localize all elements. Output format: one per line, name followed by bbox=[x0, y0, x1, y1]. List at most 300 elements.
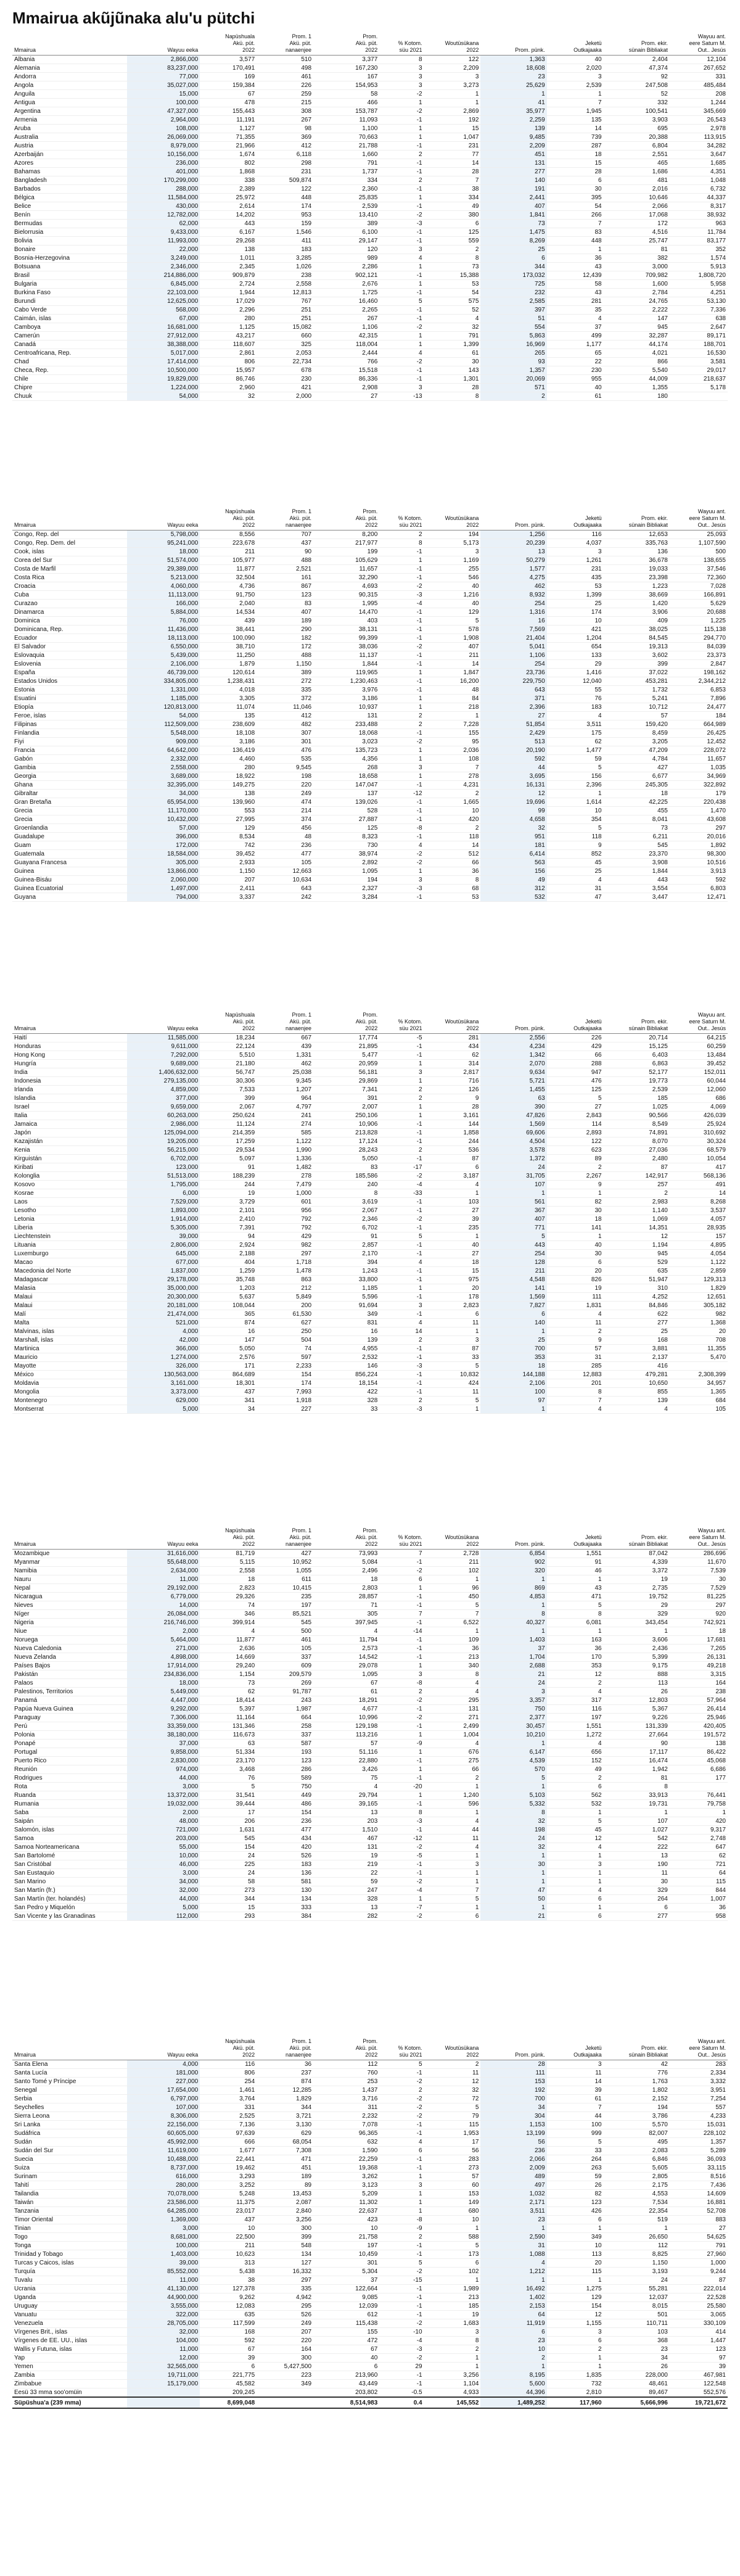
value-cell: 209,579 bbox=[257, 1670, 313, 1679]
value-cell: 6,854 bbox=[480, 1550, 546, 1558]
value-cell: 955 bbox=[547, 375, 604, 384]
value-cell: 27,995 bbox=[200, 815, 257, 824]
table-row bbox=[12, 2259, 728, 2268]
value-cell: 23,373 bbox=[670, 651, 728, 660]
value-cell: 113 bbox=[547, 2250, 604, 2259]
value-cell: 217,977 bbox=[313, 539, 379, 548]
value-cell: 1 bbox=[424, 1809, 481, 1817]
table-row bbox=[12, 2224, 728, 2233]
value-cell: 399 bbox=[200, 1094, 257, 1103]
value-cell: 21 bbox=[480, 1670, 546, 1679]
value-cell: 6 bbox=[480, 1310, 546, 1319]
value-cell: 3 bbox=[379, 764, 424, 772]
value-cell: 4,251 bbox=[670, 289, 728, 297]
value-cell: 3,023 bbox=[313, 738, 379, 746]
value-cell: 4,021 bbox=[604, 349, 670, 358]
value-cell: 1,106 bbox=[313, 323, 379, 332]
value-cell: 472 bbox=[313, 2337, 379, 2345]
value-cell: -3 bbox=[379, 1405, 424, 1414]
value-cell: 22,103,000 bbox=[127, 289, 200, 297]
value-cell: 40 bbox=[424, 582, 481, 591]
country-cell: Togo bbox=[12, 2233, 127, 2242]
value-cell: 2,634,000 bbox=[127, 1567, 200, 1575]
value-cell: 500 bbox=[257, 1627, 313, 1636]
table-row bbox=[12, 1112, 728, 1120]
value-cell: 280 bbox=[200, 764, 257, 772]
value-cell: 7 bbox=[547, 99, 604, 107]
value-cell: -1 bbox=[379, 1645, 424, 1653]
value-cell: 12,060 bbox=[670, 1086, 728, 1094]
value-cell: 588 bbox=[424, 2233, 481, 2242]
value-cell: 10,646 bbox=[604, 194, 670, 202]
value-cell: 167,230 bbox=[313, 64, 379, 73]
value-cell: 8,041 bbox=[604, 815, 670, 824]
value-cell: 1,106 bbox=[480, 651, 546, 660]
value-cell: 766 bbox=[313, 358, 379, 366]
value-cell: 11,355 bbox=[670, 1345, 728, 1353]
value-cell: 4,516 bbox=[604, 228, 670, 237]
value-cell: 5,097 bbox=[200, 1155, 257, 1163]
value-cell: 5,439,000 bbox=[127, 651, 200, 660]
value-cell: 495 bbox=[604, 2138, 670, 2147]
value-cell: 113,216 bbox=[313, 1731, 379, 1740]
value-cell: 9,292,000 bbox=[127, 1705, 200, 1714]
value-cell: 10,054 bbox=[670, 1155, 728, 1163]
value-cell: 14,609 bbox=[670, 2190, 728, 2198]
value-cell: 700 bbox=[480, 1345, 546, 1353]
value-cell: 72 bbox=[424, 2095, 481, 2103]
table-row bbox=[12, 1319, 728, 1327]
value-cell: 1,369,000 bbox=[127, 2216, 200, 2224]
value-cell: 1,203 bbox=[200, 1284, 257, 1293]
value-cell: 47 bbox=[480, 1886, 546, 1895]
value-cell: 19,711,000 bbox=[127, 2371, 200, 2380]
value-cell: 806 bbox=[200, 2069, 257, 2078]
value-cell: 214,359 bbox=[200, 1129, 257, 1137]
value-cell: 1 bbox=[379, 1584, 424, 1593]
table-row bbox=[12, 254, 728, 263]
country-cell: Moldavia bbox=[12, 1379, 127, 1388]
value-cell: 6,853 bbox=[670, 686, 728, 695]
value-cell: 104,000 bbox=[127, 2337, 200, 2345]
value-cell: 130,563,000 bbox=[127, 1371, 200, 1379]
value-cell: 58 bbox=[547, 280, 604, 289]
value-cell: 226 bbox=[547, 1034, 604, 1042]
value-cell: 0.4 bbox=[379, 2397, 424, 2408]
table-row bbox=[12, 1155, 728, 1163]
country-cell: Nicaragua bbox=[12, 1593, 127, 1601]
value-cell: 568,136 bbox=[670, 1172, 728, 1181]
value-cell: 5,213,000 bbox=[127, 574, 200, 582]
value-cell: 721,000 bbox=[127, 1826, 200, 1835]
value-cell: 1,402 bbox=[480, 2293, 546, 2302]
value-cell: 12,653 bbox=[604, 530, 670, 539]
value-cell: 13 bbox=[480, 548, 546, 556]
value-cell: 220 bbox=[257, 781, 313, 790]
value-cell: 31,705 bbox=[480, 1172, 546, 1181]
value-cell: 12 bbox=[424, 2078, 481, 2086]
value-cell: 34,282 bbox=[670, 142, 728, 151]
value-cell: 589 bbox=[257, 1774, 313, 1783]
value-cell: 67 bbox=[200, 90, 257, 99]
value-cell: 10 bbox=[313, 2224, 379, 2233]
value-cell: 794,000 bbox=[127, 893, 200, 902]
value-cell: 443 bbox=[604, 876, 670, 885]
value-cell: 6,000 bbox=[127, 1189, 200, 1198]
value-cell: 13,453 bbox=[257, 2190, 313, 2198]
value-cell: 62 bbox=[200, 1688, 257, 1696]
value-cell: 137 bbox=[313, 790, 379, 798]
value-cell: 27 bbox=[480, 712, 546, 720]
country-cell: Curazao bbox=[12, 600, 127, 608]
value-cell: 118 bbox=[424, 833, 481, 841]
value-cell: 42,315 bbox=[313, 332, 379, 341]
value-cell: 7 bbox=[547, 220, 604, 228]
value-cell: 21 bbox=[480, 1912, 546, 1921]
value-cell: -12 bbox=[379, 790, 424, 798]
value-cell: 5,629 bbox=[670, 600, 728, 608]
value-cell: 271,000 bbox=[127, 1645, 200, 1653]
value-cell: 2,429 bbox=[480, 729, 546, 738]
table-row bbox=[12, 893, 728, 902]
value-cell: 1,185 bbox=[313, 1284, 379, 1293]
value-cell: -1 bbox=[379, 893, 424, 902]
value-cell: 3,065 bbox=[670, 2311, 728, 2319]
value-cell: 297 bbox=[257, 2276, 313, 2285]
value-cell: 8 bbox=[547, 1610, 604, 1619]
country-cell: Haití bbox=[12, 1034, 127, 1042]
value-cell: 12,803 bbox=[604, 1696, 670, 1705]
value-cell: 154 bbox=[547, 2302, 604, 2311]
value-cell: 951 bbox=[480, 833, 546, 841]
country-cell: Lesotho bbox=[12, 1207, 127, 1215]
value-cell: 8,556 bbox=[200, 530, 257, 539]
value-cell: 1,368 bbox=[670, 1319, 728, 1327]
value-cell: 1 bbox=[480, 1783, 546, 1791]
value-cell: 277 bbox=[604, 1319, 670, 1327]
value-cell: 19,829,000 bbox=[127, 375, 200, 384]
value-cell: 3,511 bbox=[547, 720, 604, 729]
value-cell: 888 bbox=[604, 1670, 670, 1679]
table-row bbox=[12, 815, 728, 824]
value-cell: 365 bbox=[200, 1310, 257, 1319]
value-cell: 1 bbox=[480, 2363, 546, 2371]
value-cell: 343,454 bbox=[604, 1619, 670, 1627]
value-cell: 19,462 bbox=[200, 2164, 257, 2173]
value-cell: 1,510 bbox=[313, 1826, 379, 1835]
value-cell: 4 bbox=[379, 2138, 424, 2147]
value-cell: 57 bbox=[313, 1740, 379, 1748]
value-cell: 227,000 bbox=[127, 2078, 200, 2086]
value-cell: 22 bbox=[313, 1869, 379, 1878]
value-cell: 2,009 bbox=[480, 2164, 546, 2173]
value-cell: 1 bbox=[379, 2190, 424, 2198]
value-cell: 32 bbox=[424, 2086, 481, 2095]
value-cell: 290 bbox=[257, 625, 313, 634]
value-cell: 91,694 bbox=[313, 1302, 379, 1310]
value-cell: -1 bbox=[379, 2155, 424, 2164]
data-table bbox=[12, 2038, 728, 2409]
value-cell: 1 bbox=[480, 1327, 546, 1336]
value-cell: 5 bbox=[547, 1601, 604, 1610]
value-cell: 32,395,000 bbox=[127, 781, 200, 790]
value-cell: 272 bbox=[257, 677, 313, 686]
value-cell: 3 bbox=[379, 246, 424, 254]
value-cell: 3 bbox=[547, 1860, 604, 1869]
value-cell: 11,250 bbox=[200, 651, 257, 660]
value-cell: 1,244 bbox=[670, 99, 728, 107]
table-row bbox=[12, 738, 728, 746]
value-cell: 281 bbox=[424, 1034, 481, 1042]
value-cell: 70,663 bbox=[313, 133, 379, 142]
value-cell: -2 bbox=[379, 2319, 424, 2328]
value-cell: 54,000 bbox=[127, 392, 200, 401]
value-cell: 15,000 bbox=[127, 90, 200, 99]
country-cell: Tailandia bbox=[12, 2190, 127, 2198]
table-row bbox=[12, 1662, 728, 1670]
value-cell: 244 bbox=[200, 1181, 257, 1189]
value-cell: 2,735 bbox=[604, 1584, 670, 1593]
value-cell: 2 bbox=[547, 1774, 604, 1783]
country-cell: Croacia bbox=[12, 582, 127, 591]
value-cell: -2 bbox=[379, 1567, 424, 1575]
value-cell: 1 bbox=[424, 2276, 481, 2285]
value-cell: 866 bbox=[604, 358, 670, 366]
value-cell: 35,000,000 bbox=[127, 1284, 200, 1293]
value-cell: 1,011 bbox=[200, 254, 257, 263]
value-cell: 8,323 bbox=[313, 833, 379, 841]
value-cell: 89,171 bbox=[670, 332, 728, 341]
column-header: Prom. ekir. sünain Bibliakat bbox=[604, 1012, 670, 1034]
value-cell: 4 bbox=[424, 1679, 481, 1688]
table-row bbox=[12, 366, 728, 375]
value-cell: 1,336 bbox=[257, 1155, 313, 1163]
table-row bbox=[12, 2112, 728, 2121]
value-cell: 1,475 bbox=[480, 228, 546, 237]
value-cell: 146 bbox=[313, 1362, 379, 1371]
value-cell: 39,000 bbox=[127, 2259, 200, 2268]
country-cell: Níger bbox=[12, 1610, 127, 1619]
value-cell: 1 bbox=[379, 1765, 424, 1774]
country-cell: Bolivia bbox=[12, 237, 127, 246]
value-cell: 11,000 bbox=[127, 1575, 200, 1584]
value-cell: 578 bbox=[424, 625, 481, 634]
value-cell: 377,000 bbox=[127, 1094, 200, 1103]
value-cell: -1 bbox=[379, 1241, 424, 1250]
table-row bbox=[12, 617, 728, 625]
table-row bbox=[12, 1302, 728, 1310]
country-cell: Chad bbox=[12, 358, 127, 366]
value-cell: 29,147 bbox=[313, 237, 379, 246]
value-cell: 1,477 bbox=[547, 746, 604, 755]
value-cell: 11,657 bbox=[313, 565, 379, 574]
table-row bbox=[12, 1310, 728, 1319]
value-cell: 1 bbox=[547, 1627, 604, 1636]
value-cell: 5,600 bbox=[480, 2380, 546, 2388]
value-cell: 62 bbox=[670, 1852, 728, 1860]
value-cell: 125 bbox=[547, 1086, 604, 1094]
table-row bbox=[12, 651, 728, 660]
country-cell: Santa Lucía bbox=[12, 2069, 127, 2078]
value-cell: 6 bbox=[547, 1912, 604, 1921]
country-cell: Namibia bbox=[12, 1567, 127, 1575]
value-cell: 144 bbox=[424, 1120, 481, 1129]
value-cell: 255 bbox=[424, 565, 481, 574]
value-cell: 105,977 bbox=[200, 556, 257, 565]
table-row bbox=[12, 1567, 728, 1575]
value-cell: 1,704 bbox=[480, 1653, 546, 1662]
value-cell: 488 bbox=[257, 651, 313, 660]
country-cell: San Bartolomé bbox=[12, 1852, 127, 1860]
table-row bbox=[12, 1636, 728, 1645]
value-cell: 44 bbox=[424, 1826, 481, 1835]
value-cell: 5 bbox=[547, 824, 604, 833]
value-cell: 73 bbox=[604, 824, 670, 833]
value-cell: 920 bbox=[670, 1610, 728, 1619]
value-cell: 47,209 bbox=[604, 746, 670, 755]
value-cell: 14 bbox=[424, 841, 481, 850]
value-cell: 8 bbox=[480, 1610, 546, 1619]
value-cell: 51,513,000 bbox=[127, 1172, 200, 1181]
value-cell: 30,457 bbox=[480, 1722, 546, 1731]
country-cell: Burundi bbox=[12, 297, 127, 306]
value-cell: 13,484 bbox=[670, 1051, 728, 1060]
value-cell: 2,441 bbox=[480, 194, 546, 202]
value-cell: 223,678 bbox=[200, 539, 257, 548]
value-cell: 28 bbox=[424, 1103, 481, 1112]
value-cell: 16 bbox=[480, 617, 546, 625]
value-cell: 368 bbox=[604, 2337, 670, 2345]
value-cell: -1 bbox=[379, 651, 424, 660]
value-cell: 1 bbox=[547, 1575, 604, 1584]
value-cell: 21,895 bbox=[313, 1042, 379, 1051]
value-cell: 86,746 bbox=[200, 375, 257, 384]
value-cell: 2 bbox=[424, 1774, 481, 1783]
value-cell: 596 bbox=[424, 1800, 481, 1809]
value-cell: -1 bbox=[379, 1198, 424, 1207]
value-cell: 213,828 bbox=[313, 1129, 379, 1137]
table-row bbox=[12, 2121, 728, 2129]
country-cell: Wallis y Futuna, islas bbox=[12, 2345, 127, 2354]
value-cell: 407 bbox=[480, 1215, 546, 1224]
table-row bbox=[12, 2363, 728, 2371]
country-cell: Nueva Caledonia bbox=[12, 1645, 127, 1653]
value-cell: 439 bbox=[200, 617, 257, 625]
country-cell: Kirguistán bbox=[12, 1155, 127, 1163]
value-cell: 964 bbox=[257, 1094, 313, 1103]
value-cell: -3 bbox=[379, 1362, 424, 1371]
value-cell: 109 bbox=[424, 1636, 481, 1645]
value-cell: 34 bbox=[604, 2354, 670, 2363]
value-cell: 5,084 bbox=[313, 1558, 379, 1567]
value-cell: 5,798,000 bbox=[127, 530, 200, 539]
value-cell: 2,344,212 bbox=[670, 677, 728, 686]
column-header: Woutüsükana 2022 bbox=[424, 2038, 481, 2060]
value-cell: 340 bbox=[424, 1662, 481, 1670]
value-cell: 16,492 bbox=[480, 2285, 546, 2293]
value-cell: 333 bbox=[257, 1904, 313, 1912]
value-cell: 10,488,000 bbox=[127, 2155, 200, 2164]
value-cell: 3,721 bbox=[257, 2112, 313, 2121]
value-cell: 53 bbox=[547, 582, 604, 591]
value-cell: 958 bbox=[670, 1912, 728, 1921]
value-cell: 30 bbox=[480, 1860, 546, 1869]
country-cell: Italia bbox=[12, 1112, 127, 1120]
value-cell: 89,467 bbox=[604, 2388, 670, 2398]
column-header: Woutüsükana 2022 bbox=[424, 1012, 481, 1034]
column-header: Prom. 1 Akü. püt. nanaenjee bbox=[257, 1527, 313, 1550]
value-cell: 228,000 bbox=[604, 2371, 670, 2380]
country-cell: Timor Oriental bbox=[12, 2216, 127, 2224]
value-cell: 11,074 bbox=[200, 703, 257, 712]
value-cell: 21,404 bbox=[480, 634, 546, 643]
value-cell: 36 bbox=[424, 1645, 481, 1653]
value-cell: 335 bbox=[257, 2285, 313, 2293]
value-cell: 1,224,000 bbox=[127, 384, 200, 392]
value-cell: 7,569 bbox=[480, 625, 546, 634]
value-cell: 3,511 bbox=[480, 2207, 546, 2216]
value-cell: 100,000 bbox=[127, 2242, 200, 2250]
value-cell: 29,869 bbox=[313, 1077, 379, 1086]
value-cell: 24,477 bbox=[670, 703, 728, 712]
value-cell: 99,399 bbox=[313, 634, 379, 643]
table-row bbox=[12, 876, 728, 885]
value-cell: 18 bbox=[480, 1362, 546, 1371]
value-cell: 18 bbox=[604, 790, 670, 798]
value-cell: 32,000 bbox=[127, 2328, 200, 2337]
value-cell: 592 bbox=[480, 755, 546, 764]
value-cell: 5 bbox=[424, 1397, 481, 1405]
value-cell: 238,609 bbox=[200, 720, 257, 729]
value-cell: 203,802 bbox=[313, 2388, 379, 2398]
country-cell: India bbox=[12, 1068, 127, 1077]
value-cell: 12,471 bbox=[670, 893, 728, 902]
value-cell: 2,000 bbox=[127, 1809, 200, 1817]
value-cell: 499 bbox=[547, 332, 604, 341]
value-cell: 46,000 bbox=[127, 1860, 200, 1869]
value-cell: 427 bbox=[257, 1550, 313, 1558]
column-header: % Kotom. süu 2021 bbox=[379, 33, 424, 56]
value-cell: 4 bbox=[547, 1688, 604, 1696]
value-cell: 1,140 bbox=[604, 1207, 670, 1215]
table-row bbox=[12, 625, 728, 634]
value-cell: 12,039 bbox=[313, 2302, 379, 2311]
value-cell: 477 bbox=[257, 850, 313, 859]
value-cell: 267,652 bbox=[670, 64, 728, 73]
value-cell: 76,441 bbox=[670, 1791, 728, 1800]
value-cell: 237 bbox=[257, 2069, 313, 2078]
value-cell: 5 bbox=[424, 617, 481, 625]
value-cell: 2,983 bbox=[604, 1198, 670, 1207]
value-cell: 2 bbox=[480, 2354, 546, 2363]
value-cell: 51,947 bbox=[604, 1276, 670, 1284]
value-cell: 197 bbox=[257, 1601, 313, 1610]
value-cell: 32,000 bbox=[127, 1886, 200, 1895]
value-cell: -1 bbox=[379, 142, 424, 151]
value-cell: 18,154 bbox=[313, 1379, 379, 1388]
value-cell: 38,441 bbox=[200, 625, 257, 634]
value-cell: 139,960 bbox=[200, 798, 257, 807]
table-row bbox=[12, 1774, 728, 1783]
value-cell: 10,500,000 bbox=[127, 366, 200, 375]
table-row bbox=[12, 1250, 728, 1258]
value-cell: 1,455 bbox=[480, 1086, 546, 1094]
value-cell: 3,000 bbox=[604, 263, 670, 271]
value-cell: 6,797,000 bbox=[127, 2095, 200, 2103]
value-cell: -5 bbox=[379, 1034, 424, 1042]
value-cell: 110,711 bbox=[604, 2319, 670, 2328]
value-cell: 498 bbox=[257, 64, 313, 73]
